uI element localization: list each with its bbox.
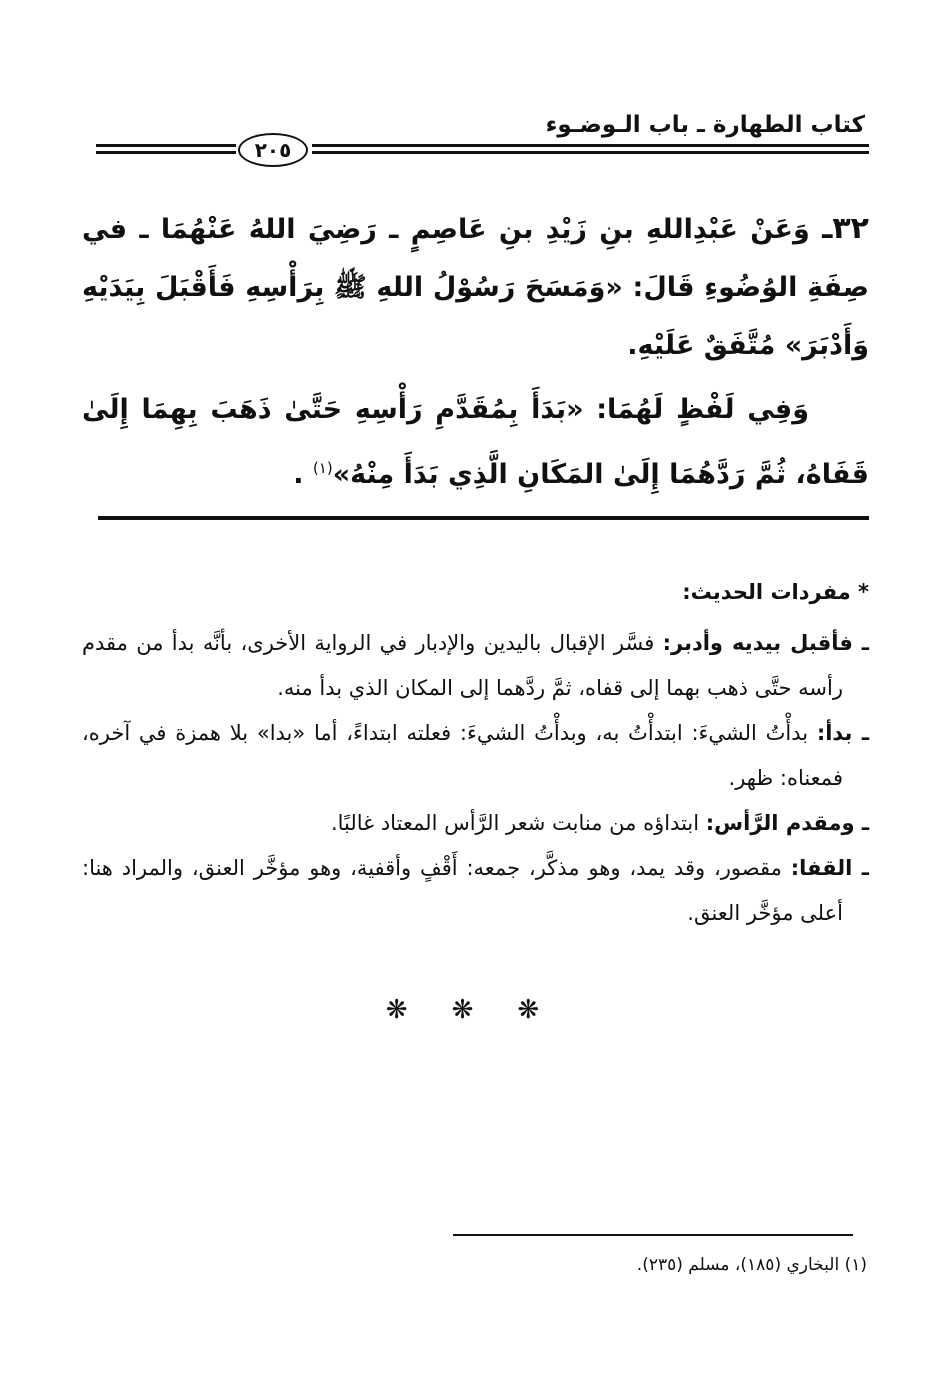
header-rule [96, 144, 869, 158]
vocab-definition: بدأْتُ الشيءَ: ابتدأْتُ به، وبدأْتُ الشيءَ: فعلته ابتداءً، أما «بدا» بلا همزة في آخره، فمعناه: ظهر. [82, 721, 843, 790]
section-divider [98, 516, 869, 520]
footnote-marker: (١) [312, 459, 333, 477]
running-title: كتاب الطهارة ـ باب الـوضـوء [545, 112, 865, 138]
footnote: (١) البخاري (١٨٥)، مسلم (٢٣٥). [636, 1255, 867, 1275]
hadith-paragraph-1 [82, 200, 869, 375]
hadith-text [82, 200, 869, 504]
hadith-line-1: وَعَنْ عَبْدِاللهِ بنِ زَيْدِ بنِ عَاصِمٍ ـ رَضِيَ اللهُ عَنْهُمَا ـ في [82, 214, 810, 245]
hadith-line-2: صِفَةِ الوُضُوءِ قَالَ: «وَمَسَحَ رَسُوْلُ اللهِ ﷺ بِرَأْسِهِ فَأَقْبَلَ بِيَدَيْهِ وَأَدْبَرَ» [82, 272, 869, 361]
hadith-line-3: مُتَّفَقٌ عَلَيْهِ. [627, 330, 776, 361]
vocab-item [82, 621, 869, 711]
hadith-paragraph-2 [82, 381, 869, 504]
page-number: ٢٠٥ [238, 133, 308, 167]
hadith-end-dot: . [293, 459, 304, 490]
hadith-variant-text: وَفِي لَفْظٍ لَهُمَا: «بَدَأَ بِمُقَدَّمِ رَأْسِهِ حَتَّىٰ ذَهَبَ بِهِمَا إِلَىٰ قَفَاهُ، ثُمَّ رَدَّهُمَا إِلَىٰ المَكَانِ الَّذِي بَدَأَ مِنْهُ» [82, 394, 869, 490]
hadith-number: ٣٢ـ [822, 211, 869, 246]
asterism-icon: ❋ [385, 995, 432, 1025]
vocab-definition: فسَّر الإقبال باليدين والإدبار في الرواية الأخرى، بأنَّه بدأ من مقدم رأسه حتَّى ذهب بهما إلى قفاه، ثمَّ ردَّهما إلى المكان الذي بدأ منه. [82, 631, 843, 700]
vocab-definition: مقصور، وقد يمد، وهو مذكَّر، جمعه: أَقْفٍ وأقفية، وهو مؤخَّر العنق، والمراد هنا: أعلى مؤخَّر العنق. [82, 856, 843, 925]
vocab-definition: ابتداؤه من منابت شعر الرَّأس المعتاد غالبًا. [330, 811, 700, 835]
footnote-rule [453, 1234, 853, 1236]
asterism-icon: ❋ [451, 995, 498, 1025]
page-header [96, 108, 869, 166]
vocab-term: ـ القفا: [790, 856, 869, 880]
vocab-item [82, 846, 869, 936]
vocab-term: ـ فأقبل بيديه وأدبر: [662, 631, 869, 655]
vocab-item [82, 711, 869, 801]
asterism-icon: ❋ [517, 995, 564, 1025]
vocab-term: ـ ومقدم الرَّأس: [705, 811, 869, 835]
vocab-item [82, 801, 869, 846]
vocab-term: ـ بدأ: [816, 721, 869, 745]
vocabulary-section [82, 570, 869, 936]
vocabulary-heading: * مفردات الحديث: [682, 580, 869, 604]
section-separator [0, 995, 949, 1025]
